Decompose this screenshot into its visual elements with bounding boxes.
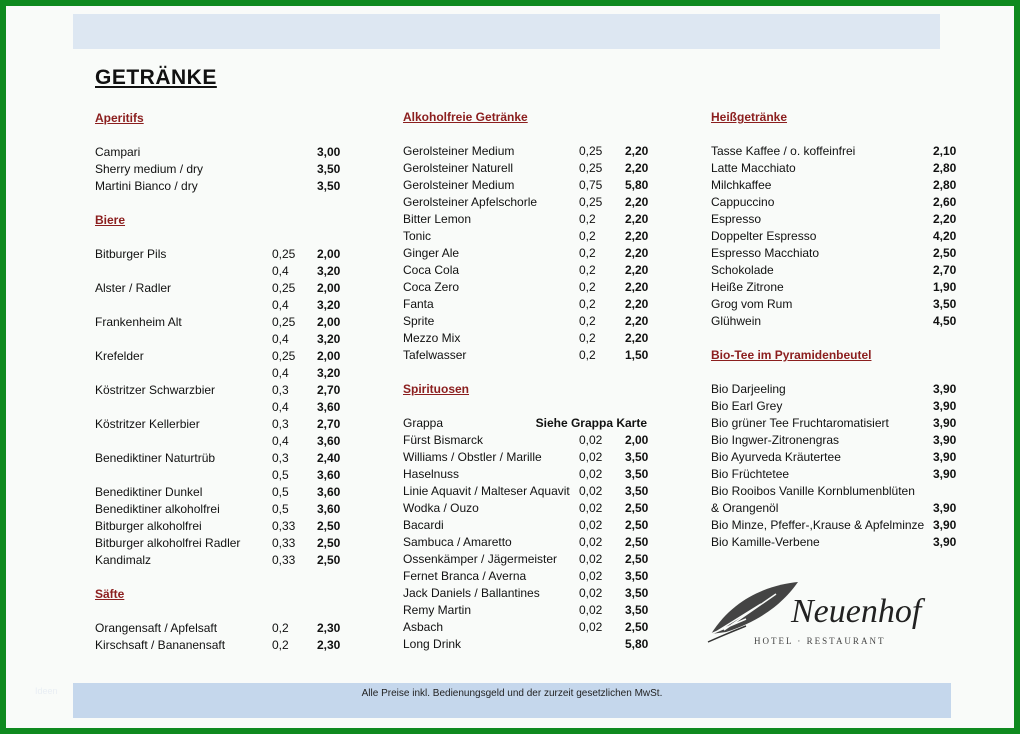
menu-item: [95, 552, 350, 569]
item-price: 3,20: [317, 298, 341, 312]
item-size: 0,2: [272, 621, 289, 635]
item-size: 0,2: [579, 331, 596, 345]
menu-item: [711, 313, 961, 330]
item-name: Fanta: [403, 297, 434, 311]
menu-item: [403, 262, 653, 279]
item-price: 5,80: [625, 178, 649, 192]
menu-item: [403, 517, 653, 534]
item-name: Bio Darjeeling: [711, 382, 786, 396]
item-price: 2,30: [317, 621, 341, 635]
menu-item: [403, 534, 653, 551]
item-price: 3,20: [317, 264, 341, 278]
menu-item: [95, 314, 350, 331]
menu-item: [403, 483, 653, 500]
item-size: 0,5: [272, 468, 289, 482]
menu-item: [95, 263, 350, 280]
menu-item: [95, 620, 350, 637]
item-price: 2,20: [625, 229, 649, 243]
item-name: Bio Ayurveda Kräutertee: [711, 450, 841, 464]
item-name: Mezzo Mix: [403, 331, 461, 345]
menu-item: [711, 177, 961, 194]
item-price: 2,20: [625, 144, 649, 158]
item-size: 0,02: [579, 484, 603, 498]
item-price: 3,90: [933, 467, 957, 481]
item-name: Kandimalz: [95, 553, 152, 567]
item-price: 3,90: [933, 416, 957, 430]
item-size: 0,2: [579, 263, 596, 277]
item-price: 1,90: [933, 280, 957, 294]
menu-item: [403, 313, 653, 330]
item-price: 2,00: [317, 315, 341, 329]
item-size: 0,33: [272, 519, 296, 533]
item-size: 0,2: [579, 212, 596, 226]
item-price: 3,50: [625, 467, 649, 481]
item-name: Latte Macchiato: [711, 161, 796, 175]
item-name: Bitburger alkoholfrei: [95, 519, 202, 533]
menu-item: [711, 211, 961, 228]
item-name: Bitburger Pils: [95, 247, 167, 261]
item-size: 0,4: [272, 400, 289, 414]
menu-item: [403, 347, 653, 364]
item-price: 3,60: [317, 468, 341, 482]
item-price: 2,50: [625, 620, 649, 634]
menu-item: [403, 211, 653, 228]
item-price: 3,60: [317, 502, 341, 516]
menu-item: [403, 177, 653, 194]
item-name: Gerolsteiner Medium: [403, 178, 515, 192]
menu-item: [711, 517, 961, 534]
menu-item: [95, 416, 350, 433]
item-size: 0,4: [272, 332, 289, 346]
item-name: Tonic: [403, 229, 432, 243]
item-name: Grappa: [403, 416, 444, 430]
item-name: Asbach: [403, 620, 444, 634]
column-right: [711, 109, 961, 551]
menu-item: [95, 178, 350, 195]
item-name: Krefelder: [95, 349, 144, 363]
menu-item: [95, 501, 350, 518]
item-price: 2,80: [933, 178, 957, 192]
item-price: 3,90: [933, 399, 957, 413]
item-price: 3,60: [317, 434, 341, 448]
section-heading: Bio-Tee im Pyramidenbeutel: [711, 348, 872, 362]
item-name: Grog vom Rum: [711, 297, 793, 311]
menu-item: [403, 432, 653, 449]
item-name: Benediktiner Dunkel: [95, 485, 203, 499]
item-name: Köstritzer Kellerbier: [95, 417, 200, 431]
item-price: 2,20: [933, 212, 957, 226]
menu-item: [95, 365, 350, 382]
item-name: Heiße Zitrone: [711, 280, 784, 294]
item-name: Kirschsaft / Bananensaft: [95, 638, 226, 652]
menu-item: [95, 433, 350, 450]
menu-item: [711, 398, 961, 415]
menu-item: [95, 484, 350, 501]
menu-item: [711, 500, 961, 517]
menu-item: [711, 381, 961, 398]
item-size: 0,25: [272, 349, 296, 363]
item-price: 3,50: [625, 603, 649, 617]
item-name: Williams / Obstler / Marille: [403, 450, 542, 464]
item-price: 2,30: [317, 638, 341, 652]
item-price: 2,50: [317, 519, 341, 533]
item-name: Fernet Branca / Averna: [403, 569, 527, 583]
item-name: Alster / Radler: [95, 281, 172, 295]
item-name: Long Drink: [403, 637, 462, 651]
menu-item: [711, 279, 961, 296]
column-middle: [403, 109, 653, 653]
footer-note: Alle Preise inkl. Bedienungsgeld und der zurzeit gesetzlichen MwSt.: [361, 688, 663, 699]
item-price: 3,00: [317, 145, 341, 159]
menu-item: [95, 467, 350, 484]
item-price: 3,90: [933, 535, 957, 549]
item-name: Wodka / Ouzo: [403, 501, 479, 515]
item-name: Tasse Kaffee / o. koffeinfrei: [711, 144, 856, 158]
item-size: 0,02: [579, 501, 603, 515]
menu-item: [711, 466, 961, 483]
item-name: Milchkaffee: [711, 178, 772, 192]
item-name: Jack Daniels / Ballantines: [403, 586, 540, 600]
item-name: Remy Martin: [403, 603, 472, 617]
item-name: Ginger Ale: [403, 246, 460, 260]
item-name: Haselnuss: [403, 467, 460, 481]
item-size: 0,02: [579, 467, 603, 481]
menu-item: [711, 432, 961, 449]
item-name: Bitter Lemon: [403, 212, 472, 226]
item-price: 4,20: [933, 229, 957, 243]
item-name: Gerolsteiner Apfelschorle: [403, 195, 538, 209]
item-price: 3,50: [933, 297, 957, 311]
item-price: 2,80: [933, 161, 957, 175]
item-size: 0,4: [272, 434, 289, 448]
item-size: 0,4: [272, 264, 289, 278]
item-name: Gerolsteiner Medium: [403, 144, 515, 158]
item-price: 2,70: [317, 417, 341, 431]
menu-item: [403, 500, 653, 517]
item-size: 0,02: [579, 450, 603, 464]
item-price: 3,20: [317, 332, 341, 346]
menu-item: [403, 279, 653, 296]
item-price: 3,50: [625, 450, 649, 464]
menu-item: [403, 568, 653, 585]
item-price: 3,90: [933, 450, 957, 464]
item-name: Sambuca / Amaretto: [403, 535, 512, 549]
item-price: 2,60: [933, 195, 957, 209]
menu-item: [403, 636, 653, 653]
item-price: 2,00: [317, 247, 341, 261]
item-price: 3,50: [317, 162, 341, 176]
item-size: 0,02: [579, 535, 603, 549]
item-name: Bacardi: [403, 518, 444, 532]
item-price: 3,50: [625, 586, 649, 600]
menu-item: [403, 449, 653, 466]
item-price: 2,70: [933, 263, 957, 277]
item-size: 0,33: [272, 536, 296, 550]
item-name: Köstritzer Schwarzbier: [95, 383, 216, 397]
menu-item: [403, 585, 653, 602]
item-size: 0,02: [579, 569, 603, 583]
item-price: 3,90: [933, 433, 957, 447]
item-name: Martini Bianco / dry: [95, 179, 198, 193]
menu-item: [711, 483, 961, 500]
item-size: 0,02: [579, 552, 603, 566]
item-price: 2,20: [625, 331, 649, 345]
menu-item: [403, 194, 653, 211]
item-size: 0,25: [579, 144, 603, 158]
item-name: Linie Aquavit / Malteser Aquavit: [403, 484, 570, 498]
menu-item: [403, 160, 653, 177]
item-price: 3,90: [933, 382, 957, 396]
item-size: 0,02: [579, 620, 603, 634]
item-price: 2,50: [317, 536, 341, 550]
item-size: 0,2: [579, 297, 596, 311]
item-size: 0,25: [272, 281, 296, 295]
item-size: 0,25: [272, 247, 296, 261]
menu-item: [95, 382, 350, 399]
item-name: Coca Zero: [403, 280, 460, 294]
menu-item: [711, 534, 961, 551]
item-price: 2,20: [625, 314, 649, 328]
item-name: Bio grüner Tee Fruchtaromatisiert: [711, 416, 889, 430]
item-size: 0,3: [272, 383, 289, 397]
item-name: Glühwein: [711, 314, 762, 328]
header-band: [73, 14, 940, 49]
item-price: 3,90: [933, 518, 957, 532]
item-size: 0,2: [272, 638, 289, 652]
menu-item: [95, 246, 350, 263]
item-size: 0,25: [579, 195, 603, 209]
item-name: Bio Kamille-Verbene: [711, 535, 820, 549]
watermark-text: Ideen: [35, 686, 58, 696]
item-price: 3,50: [625, 484, 649, 498]
item-size: 0,75: [579, 178, 603, 192]
section-heading: Säfte: [95, 587, 125, 601]
page-title: GETRÄNKE: [95, 66, 217, 89]
menu-item: [403, 466, 653, 483]
footer-band: [73, 683, 951, 718]
menu-item: [711, 449, 961, 466]
section-heading: Spirituosen: [403, 382, 470, 396]
menu-item: [95, 637, 350, 654]
item-size: 0,5: [272, 502, 289, 516]
item-price: 2,20: [625, 297, 649, 311]
item-name: Espresso: [711, 212, 762, 226]
menu-item: [95, 297, 350, 314]
item-size: 0,02: [579, 603, 603, 617]
item-size: 0,5: [272, 485, 289, 499]
section-heading: Biere: [95, 213, 126, 227]
item-price: 2,20: [625, 246, 649, 260]
item-price: 3,60: [317, 485, 341, 499]
menu-item: [711, 415, 961, 432]
item-price: 2,20: [625, 195, 649, 209]
logo-wordmark: Neuenhof: [791, 593, 922, 630]
item-price: 1,50: [625, 348, 649, 362]
menu-item: [403, 602, 653, 619]
item-size: 0,2: [579, 314, 596, 328]
menu-item: [95, 144, 350, 161]
item-price: 3,50: [317, 179, 341, 193]
item-price: 5,80: [625, 637, 649, 651]
item-size: 0,33: [272, 553, 296, 567]
item-size: 0,3: [272, 417, 289, 431]
item-price: 3,90: [933, 501, 957, 515]
menu-item: [711, 296, 961, 313]
item-name: Bio Minze, Pfeffer-,Krause & Apfelminze: [711, 518, 925, 532]
item-name: Sherry medium / dry: [95, 162, 204, 176]
item-name: Fürst Bismarck: [403, 433, 484, 447]
section-heading: Alkoholfreie Getränke: [403, 110, 528, 124]
item-price: 2,50: [317, 553, 341, 567]
item-price: 2,20: [625, 161, 649, 175]
item-price: 2,20: [625, 263, 649, 277]
menu-item: [403, 619, 653, 636]
item-price: 2,00: [317, 349, 341, 363]
section-heading: Aperitifs: [95, 111, 144, 125]
item-name: Cappuccino: [711, 195, 775, 209]
menu-item: [95, 518, 350, 535]
item-name: Bio Earl Grey: [711, 399, 783, 413]
menu-item: [95, 280, 350, 297]
item-price: 2,50: [933, 246, 957, 260]
item-name: Bitburger alkoholfrei Radler: [95, 536, 241, 550]
item-size: 0,02: [579, 586, 603, 600]
menu-item: [403, 415, 653, 432]
item-name: Orangensaft / Apfelsaft: [95, 621, 218, 635]
item-price: 2,70: [317, 383, 341, 397]
item-size: 0,02: [579, 518, 603, 532]
item-name: Gerolsteiner Naturell: [403, 161, 514, 175]
item-name: Frankenheim Alt: [95, 315, 182, 329]
menu-item: [711, 143, 961, 160]
item-price: 2,00: [625, 433, 649, 447]
logo-subtitle: HOTEL · RESTAURANT: [754, 636, 886, 646]
item-price: 4,50: [933, 314, 957, 328]
menu-item: [95, 331, 350, 348]
menu-item: [403, 296, 653, 313]
neuenhof-logo: [706, 574, 956, 674]
item-size: 0,25: [579, 161, 603, 175]
item-name: Bio Früchtetee: [711, 467, 790, 481]
item-size: 0,02: [579, 433, 603, 447]
item-note: Siehe Grappa Karte: [535, 416, 647, 430]
item-size: 0,4: [272, 298, 289, 312]
section-heading: Heißgetränke: [711, 110, 788, 124]
menu-item: [711, 262, 961, 279]
item-size: 0,2: [579, 229, 596, 243]
item-name: Tafelwasser: [403, 348, 467, 362]
item-name: Schokolade: [711, 263, 774, 277]
menu-item: [95, 399, 350, 416]
item-name: Ossenkämper / Jägermeister: [403, 552, 558, 566]
item-name: Campari: [95, 145, 141, 159]
menu-item: [403, 551, 653, 568]
item-price: 2,40: [317, 451, 341, 465]
item-price: 2,10: [933, 144, 957, 158]
menu-item: [95, 450, 350, 467]
item-price: 3,60: [317, 400, 341, 414]
item-size: 0,2: [579, 280, 596, 294]
item-name: Benediktiner Naturtrüb: [95, 451, 216, 465]
menu-item: [711, 194, 961, 211]
column-left: [95, 110, 350, 654]
menu-item: [95, 348, 350, 365]
item-price: 2,50: [625, 535, 649, 549]
menu-item: [711, 160, 961, 177]
menu-item: [95, 161, 350, 178]
item-price: 2,50: [625, 552, 649, 566]
menu-item: [95, 535, 350, 552]
item-name: Benediktiner alkoholfrei: [95, 502, 220, 516]
item-size: 0,2: [579, 348, 596, 362]
menu-item: [403, 330, 653, 347]
item-name: & Orangenöl: [711, 501, 779, 515]
item-size: 0,25: [272, 315, 296, 329]
item-price: 2,50: [625, 501, 649, 515]
item-price: 2,20: [625, 280, 649, 294]
item-size: 0,4: [272, 366, 289, 380]
item-name: Espresso Macchiato: [711, 246, 820, 260]
menu-item: [403, 228, 653, 245]
menu-item: [403, 143, 653, 160]
item-size: 0,2: [579, 246, 596, 260]
menu-item: [711, 245, 961, 262]
item-price: 3,20: [317, 366, 341, 380]
item-name: Doppelter Espresso: [711, 229, 817, 243]
item-name: Sprite: [403, 314, 435, 328]
item-name: Coca Cola: [403, 263, 460, 277]
item-name: Bio Rooibos Vanille Kornblumenblüten: [711, 484, 915, 498]
menu-item: [711, 228, 961, 245]
item-name: Bio Ingwer-Zitronengras: [711, 433, 840, 447]
item-price: 3,50: [625, 569, 649, 583]
item-price: 2,20: [625, 212, 649, 226]
menu-item: [403, 245, 653, 262]
item-price: 2,50: [625, 518, 649, 532]
item-size: 0,3: [272, 451, 289, 465]
item-price: 2,00: [317, 281, 341, 295]
